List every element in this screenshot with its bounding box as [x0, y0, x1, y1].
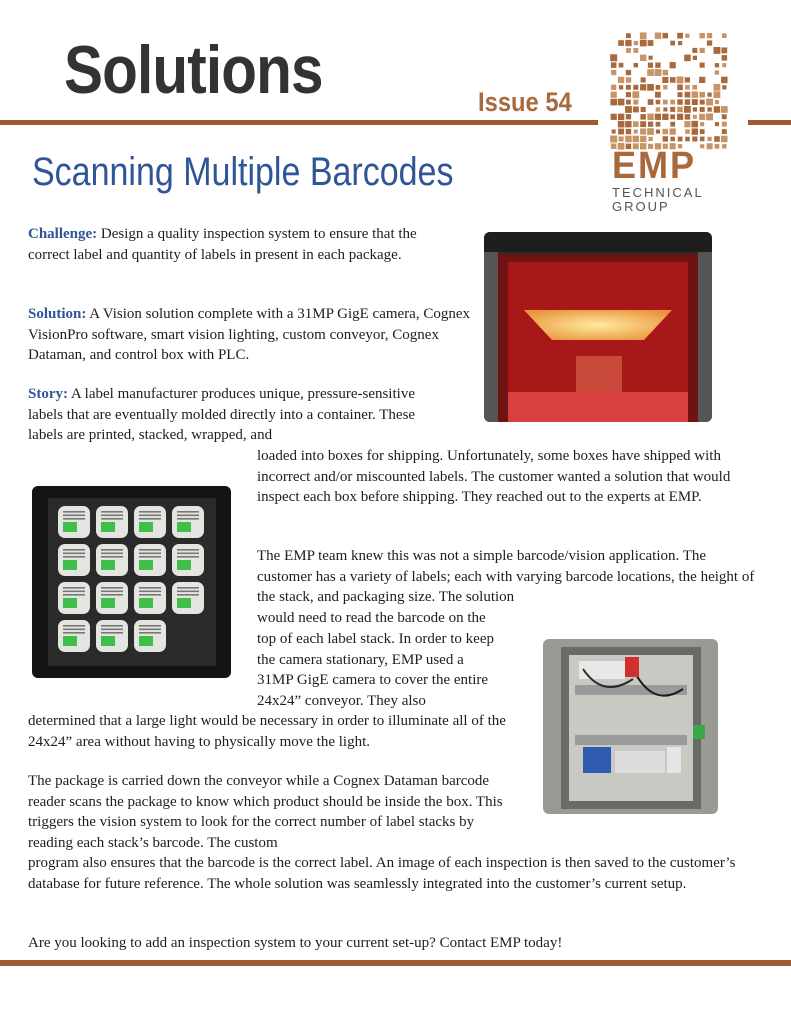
logo-pixel	[715, 122, 719, 126]
logo-pixel	[626, 70, 631, 75]
logo-pixel	[693, 107, 697, 111]
footer-rule	[0, 960, 791, 966]
logo-pixel	[618, 129, 624, 135]
logo-pixel	[633, 85, 638, 90]
logo-pixel	[678, 41, 682, 45]
logo-pixel	[655, 114, 661, 120]
logo-pixel	[619, 136, 624, 141]
logo-pixel	[633, 100, 638, 105]
logo-pixel	[715, 63, 719, 67]
label-stack	[58, 620, 90, 652]
logo-pixel	[670, 128, 676, 134]
logo-pixel	[722, 122, 727, 127]
logo-pixel	[693, 56, 697, 60]
logo-pixel	[625, 136, 632, 143]
logo-pixel	[707, 107, 711, 111]
logo-pixel	[618, 114, 624, 120]
logo-pixel	[700, 63, 705, 68]
logo-pixel	[700, 137, 705, 142]
label-stack	[96, 544, 128, 576]
logo-pixel	[625, 40, 631, 46]
logo-pixel	[685, 77, 690, 82]
page-title: Solutions	[64, 32, 323, 108]
logo-pixel	[663, 129, 669, 135]
emp-logo-pattern	[610, 32, 728, 150]
process-paragraph-2: program also ensures that the barcode is the correct label. An image of each inspection is then saved to the customer’s database for future reference. The whole solution was seamlessly integrated into the customer’s current setup.	[28, 855, 736, 892]
logo-pixel	[685, 137, 690, 142]
logo-pixel	[656, 107, 661, 112]
logo-pixel	[619, 63, 624, 68]
solution-text: A Vision solution complete with a 31MP GigE camera, Cognex VisionPro software, smart vision lighting, custom conveyor, Cognex Dataman, and control box with PLC.	[28, 306, 471, 364]
logo-pixel	[640, 40, 647, 47]
label-stack	[96, 582, 128, 614]
logo-pixel	[649, 56, 653, 60]
logo-pixel	[700, 100, 705, 105]
logo-pixel	[692, 91, 699, 98]
logo-pixel	[684, 55, 691, 62]
logo-pixel	[699, 114, 705, 120]
logo-pixel	[722, 129, 727, 134]
logo-pixel	[655, 33, 661, 39]
logo-pixel	[611, 85, 616, 90]
logo-pixel	[663, 70, 669, 76]
logo-pixel	[706, 99, 713, 106]
logo-pixel	[647, 114, 653, 120]
logo-pixel	[626, 48, 631, 53]
logo-pixel	[647, 84, 654, 91]
logo-pixel	[656, 130, 660, 134]
logo-pixel	[663, 33, 669, 39]
logo-pixel	[684, 106, 691, 113]
logo-tagline-line2: GROUP	[612, 199, 670, 214]
logo-pixel	[714, 136, 720, 142]
logo-pixel	[700, 122, 704, 126]
logo-pixel	[634, 63, 639, 68]
logo-pixel	[648, 63, 653, 68]
story-continued: loaded into boxes for shipping. Unfortunately, some boxes have shipped with incorrect and/or miscounted labels. The customer wanted a solution that would inspect each box before shipping. They reached out to the experts at EMP.	[257, 448, 731, 506]
logo-pixel	[611, 62, 617, 68]
label-stack	[134, 506, 166, 538]
logo-pixel	[677, 114, 683, 120]
article-title: Scanning Multiple Barcodes	[32, 150, 454, 194]
logo-pixel	[721, 106, 728, 113]
logo-pixel	[633, 121, 639, 127]
logo-pixel	[677, 107, 683, 113]
story-label: Story:	[28, 386, 68, 402]
logo-pixel	[611, 114, 617, 120]
logo-pixel	[663, 85, 667, 89]
logo-pixel	[670, 100, 675, 105]
logo-pixel	[663, 107, 667, 111]
logo-pixel	[647, 69, 654, 76]
challenge-paragraph	[28, 224, 448, 265]
logo-pixel	[722, 114, 727, 119]
team-paragraph: The EMP team knew this was not a simple barcode/vision application. The customer has a variety of labels; each with varying barcode locations, the height of the stack, and packaging size. The solution	[257, 548, 755, 606]
logo-pixel	[618, 121, 625, 128]
logo-pixel	[714, 47, 721, 54]
logo-pixel	[685, 114, 691, 120]
logo-pixel	[619, 85, 623, 89]
label-stack	[172, 582, 204, 614]
logo-pixel	[721, 136, 728, 143]
logo-pixel	[670, 137, 675, 142]
logo-pixel	[670, 122, 675, 127]
team-paragraph-3: top of each label stack. In order to keep the camera stationary, EMP used a 31MP GigE camera to cover the entire 24x24” conveyor. They also	[257, 631, 494, 709]
label-stack	[134, 620, 166, 652]
label-stack	[58, 582, 90, 614]
logo-pixel	[722, 33, 727, 38]
logo-pixel	[715, 100, 719, 104]
logo-pixel	[618, 77, 624, 83]
logo-pixel	[670, 62, 676, 68]
logo-pixel	[655, 92, 661, 98]
logo-pixel	[715, 144, 720, 149]
challenge-text: Design a quality inspection system to ensure that the correct label and quantity of labels in present in each package.	[28, 226, 417, 263]
logo-brand: EMP	[612, 145, 696, 187]
logo-pixel	[640, 32, 647, 39]
logo-pixel	[670, 114, 675, 119]
logo-pixel	[685, 99, 691, 105]
logo-pixel	[640, 129, 646, 135]
logo-pixel	[626, 77, 631, 82]
logo-pixel	[640, 55, 646, 61]
story-text: A label manufacturer produces unique, pressure-sensitive labels that are eventually molded directly into a container. These labels are printed, stacked, wrapped, and	[28, 386, 416, 444]
logo-pixel	[700, 144, 704, 148]
label-stack	[58, 506, 90, 538]
logo-pixel	[707, 143, 713, 149]
logo-pixel	[626, 33, 631, 38]
logo-pixel	[640, 114, 646, 120]
logo-pixel	[640, 136, 646, 142]
logo-pixel	[633, 107, 639, 113]
label-stack	[134, 544, 166, 576]
issue-number: Issue 54	[478, 87, 572, 117]
logo-pixel	[662, 114, 668, 120]
logo-pixel	[633, 136, 639, 142]
logo-pixel	[677, 77, 684, 84]
logo-pixel	[611, 92, 617, 98]
label-stacks-photo	[32, 486, 231, 678]
logo-pixel	[693, 115, 697, 119]
logo-pixel	[670, 107, 675, 112]
process-paragraph: The package is carried down the conveyor while a Cognex Dataman barcode reader scans the package to know which product should be inside the box. This triggers the vision system to look for the correct number of label stacks by reading each stack’s barcode. The custom	[28, 773, 503, 851]
logo-pixel	[611, 70, 616, 75]
logo-tagline-line1: TECHNICAL	[612, 185, 704, 200]
logo-pixel	[625, 121, 631, 127]
team-paragraph-2: would need to read the barcode on the	[257, 610, 486, 626]
logo-pixel	[700, 129, 705, 134]
logo-pixel	[684, 121, 690, 127]
logo-pixel	[692, 121, 699, 128]
closing-line: Are you looking to add an inspection system to your current set-up? Contact EMP today!	[28, 935, 563, 951]
logo-pixel	[685, 34, 689, 38]
logo-pixel	[715, 70, 719, 74]
logo-pixel	[633, 48, 638, 53]
logo-pixel	[707, 93, 711, 97]
logo-pixel	[700, 33, 705, 38]
logo-pixel	[706, 113, 713, 120]
logo-pixel	[656, 122, 661, 127]
label-stack	[58, 544, 90, 576]
logo-pixel	[626, 92, 631, 97]
logo-pixel	[610, 99, 617, 106]
header-rule	[0, 120, 598, 125]
label-stack	[134, 582, 166, 614]
logo-pixel	[692, 48, 697, 53]
logo-pixel	[618, 99, 625, 106]
logo-pixel	[677, 33, 683, 39]
logo-pixel	[610, 136, 617, 143]
logo-pixel	[640, 121, 646, 127]
logo-pixel	[699, 92, 705, 98]
logo-pixel	[685, 92, 691, 98]
logo-pixel	[692, 85, 697, 90]
label-stack	[172, 506, 204, 538]
logo-pixel	[700, 48, 705, 53]
logo-pixel	[714, 106, 721, 113]
logo-pixel	[655, 63, 660, 68]
logo-pixel	[721, 77, 728, 84]
team-paragraph-4: determined that a large light would be necessary in order to illuminate all of the 24x24” area without having to physically move the light.	[28, 713, 506, 750]
logo-pixel	[678, 137, 683, 142]
logo-pixel	[692, 128, 698, 134]
logo-pixel	[612, 130, 616, 134]
label-stack	[96, 620, 128, 652]
logo-pixel	[641, 107, 646, 112]
logo-pixel	[648, 122, 653, 127]
logo-pixel	[656, 85, 661, 90]
solution-paragraph	[28, 304, 473, 366]
logo-tagline	[612, 186, 704, 214]
logo-pixel	[626, 129, 632, 135]
logo-pixel	[640, 84, 646, 90]
logo-pixel	[670, 41, 675, 46]
label-stack	[96, 506, 128, 538]
logo-pixel	[634, 130, 638, 134]
logo-pixel	[685, 129, 690, 134]
solution-label: Solution:	[28, 306, 87, 322]
logo-pixel	[670, 77, 676, 83]
logo-pixel	[714, 84, 721, 91]
logo-pixel	[722, 85, 726, 89]
logo-pixel	[626, 114, 631, 119]
label-stack	[172, 544, 204, 576]
logo-pixel	[656, 100, 661, 105]
logo-pixel	[632, 91, 639, 98]
logo-pixel	[692, 136, 697, 141]
logo-pixel	[692, 99, 698, 105]
logo-pixel	[649, 137, 653, 141]
logo-pixel	[677, 99, 683, 105]
logo-pixel	[699, 77, 705, 83]
control-box-photo	[543, 639, 718, 814]
logo-pixel	[722, 55, 728, 61]
logo-pixel	[678, 92, 683, 97]
logo-pixel	[648, 40, 654, 46]
logo-pixel	[626, 100, 631, 105]
logo-pixel	[655, 69, 662, 76]
logo-pixel	[610, 54, 617, 61]
logo-pixel	[625, 106, 632, 113]
logo-pixel	[634, 41, 638, 45]
logo-pixel	[722, 144, 726, 148]
challenge-label: Challenge:	[28, 226, 98, 242]
header-rule-right	[748, 120, 791, 125]
story-paragraph	[28, 384, 428, 446]
logo-pixel	[714, 91, 721, 98]
logo-pixel	[663, 136, 668, 141]
logo-pixel	[722, 63, 726, 67]
logo-pixel	[662, 77, 668, 83]
logo-pixel	[648, 99, 654, 105]
logo-pixel	[707, 40, 712, 45]
logo-pixel	[641, 77, 646, 82]
logo-pixel	[700, 107, 705, 112]
logo-pixel	[677, 85, 683, 91]
logo-pixel	[685, 85, 690, 90]
logo-pixel	[663, 100, 668, 105]
inspection-booth-photo	[484, 232, 712, 422]
logo-pixel	[647, 128, 654, 135]
logo-pixel	[618, 40, 624, 46]
logo-pixel	[721, 48, 727, 54]
logo-pixel	[707, 137, 711, 141]
logo-pixel	[626, 85, 631, 90]
logo-pixel	[707, 33, 712, 38]
